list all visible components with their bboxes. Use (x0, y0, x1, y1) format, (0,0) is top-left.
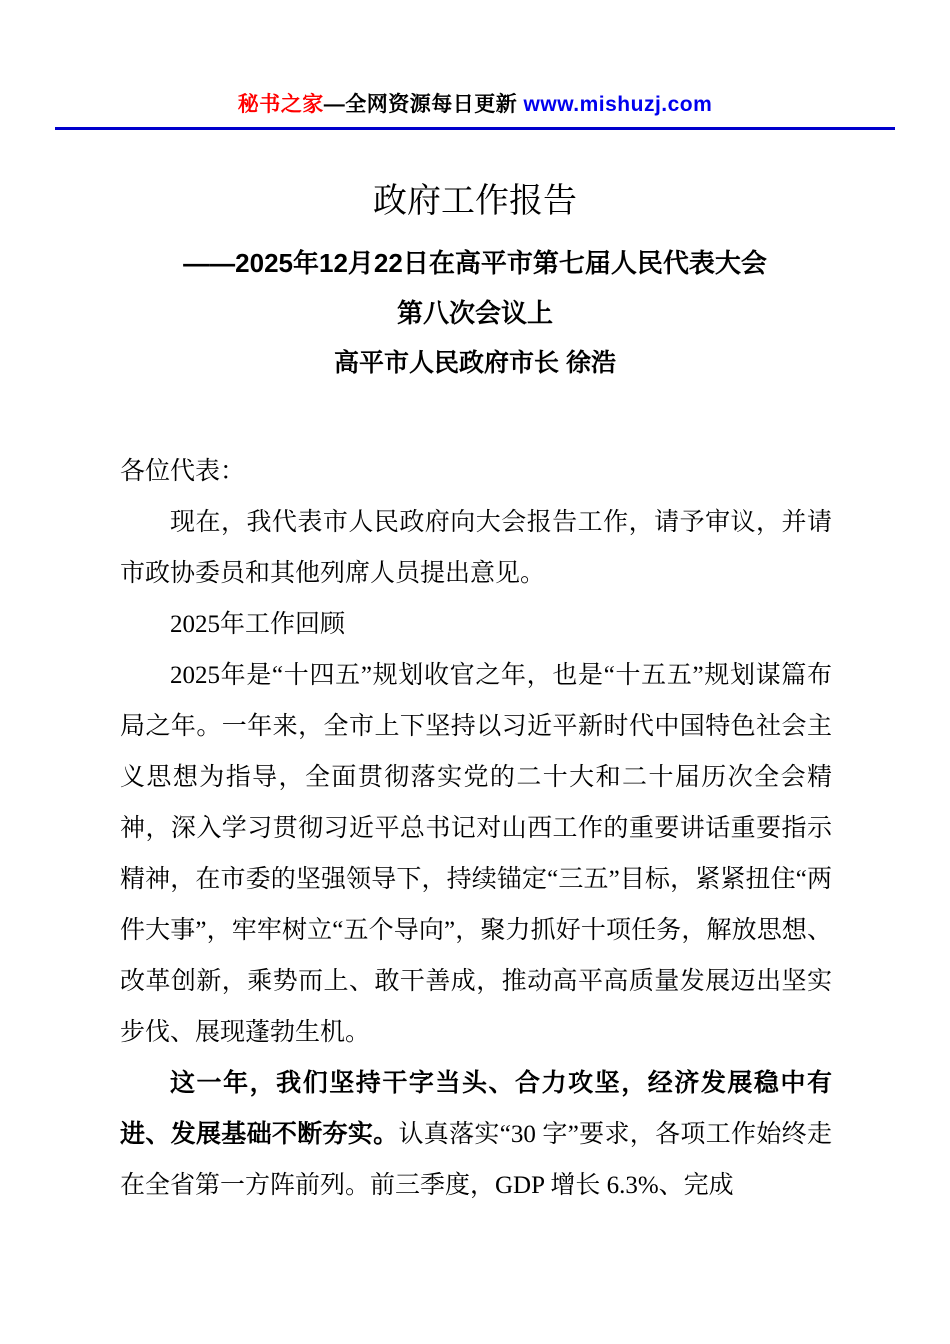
paragraph-intro: 现在，我代表市人民政府向大会报告工作，请予审议，并请市政协委员和其他列席人员提出意见。 (120, 509, 832, 587)
site-header (55, 88, 895, 118)
document-subtitle-line1: ——2025年12月22日在高平市第七届人民代表大会 (183, 248, 767, 278)
document-subtitle-line2: 第八次会议上 (396, 298, 553, 328)
site-tagline: —全网资源每日更新 (323, 93, 524, 116)
paragraph-salutation: 各位代表： (120, 458, 246, 485)
paragraph-year-summary (120, 1058, 832, 1211)
section-heading-2025-review: 2025年工作回顾 (170, 611, 346, 638)
year-summary-rest: 认真落实“30 字”要求，各项工作始终走在全省第一方阵前列。前三季度，GDP 增长 6.3%、完成 (120, 1121, 832, 1199)
header-divider (55, 127, 895, 130)
site-brand: 秘书之家 (237, 93, 324, 116)
document-body (120, 446, 832, 1211)
year-summary-bold-lead: 这一年，我们坚持干字当头、合力攻坚，经济发展稳中有进、发展基础不断夯实。 (120, 1069, 832, 1148)
site-url-link[interactable]: www.mishuzj.com (523, 93, 713, 116)
document-author-line: 高平市人民政府市长 徐浩 (334, 349, 616, 377)
paragraph-review: 2025年是“十四五”规划收官之年，也是“十五五”规划谋篇布局之年。一年来，全市上下坚持以习近平新时代中国特色社会主义思想为指导，全面贯彻落实党的二十大和二十届历次全会精神，深入学习贯彻习近平总书记对山西工作的重要讲话重要指示精神，在市委的坚强领导下，持续锚定“三五”目标，紧紧扭住“两件大事”，牢牢树立“五个导向”，聚力抓好十项任务，解放思想、改革创新，乘势而上、敢干善成，推动高平高质量发展迈出坚实步伐、展现蓬勃生机。 (120, 662, 832, 1046)
document-title: 政府工作报告 (373, 183, 577, 220)
